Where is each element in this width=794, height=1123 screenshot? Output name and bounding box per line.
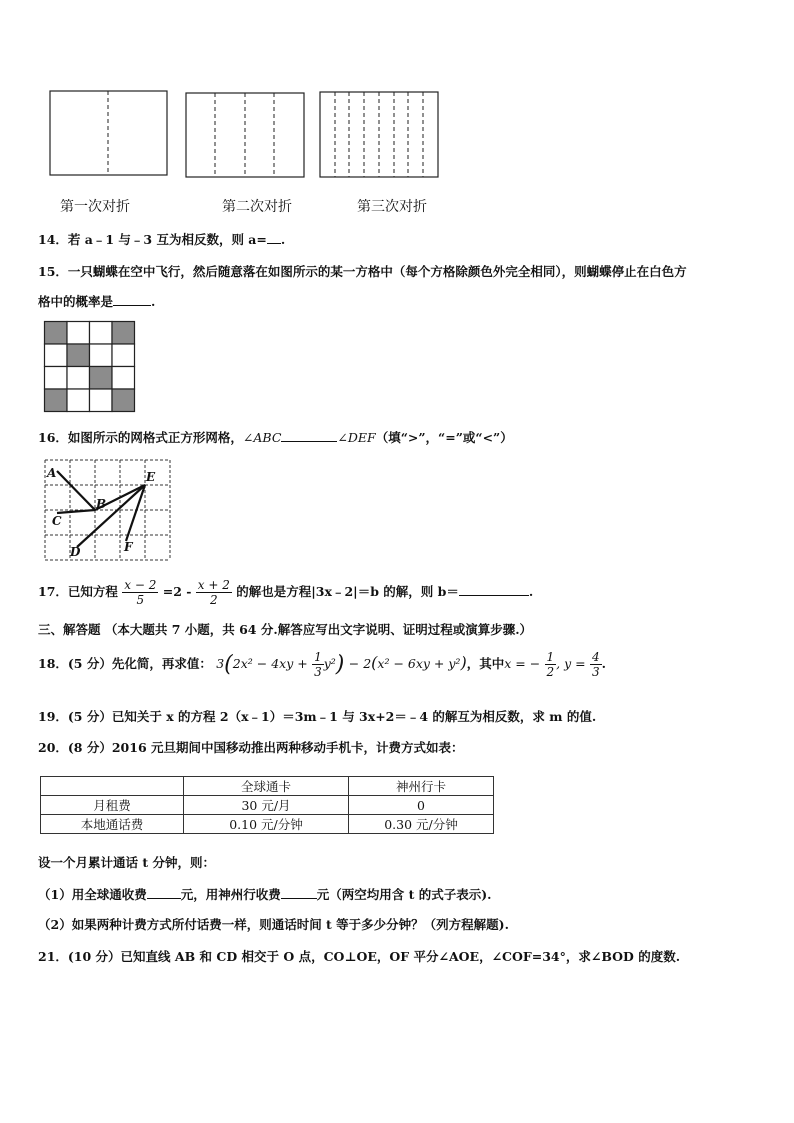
grid-cell-gray xyxy=(45,322,68,345)
question-14-text: 14．若 a﹣1 与﹣3 互为相反数，则 a= xyxy=(38,232,267,247)
point-b-label: B xyxy=(96,497,107,511)
point-f-label: F xyxy=(124,540,133,554)
table-row xyxy=(41,815,494,834)
grid-cell-white xyxy=(45,367,68,390)
grid-cell-white xyxy=(67,322,90,345)
fold-caption-3: 第三次对折 xyxy=(357,199,427,215)
fold-rect-3 xyxy=(320,92,438,177)
question-16 xyxy=(38,428,513,446)
probability-grid xyxy=(43,320,136,413)
question-17: 17．已知方程 $\frac{x - 2}{5}$ =2 - $\frac{x + 2}{2}$ 的解也是方程|3x﹣2|＝b 的解，则 b＝ . xyxy=(38,578,534,607)
answer-blank xyxy=(281,886,317,899)
grid-cell-gray xyxy=(112,389,135,412)
point-e-label: E xyxy=(146,470,156,484)
part-1-text-a: （1）用全球通收费 xyxy=(38,887,147,902)
fold-diagrams xyxy=(40,85,450,185)
table-header-row xyxy=(41,777,494,796)
question-18-prefix: 18．(5 分）先化简，再求值： xyxy=(38,656,212,671)
table-cell: 0.10 元/分钟 xyxy=(184,815,349,834)
grid-cell-gray xyxy=(90,367,113,390)
grid-cell-gray xyxy=(112,322,135,345)
question-16-suffix: （填“>”，“=”或“<”） xyxy=(375,430,513,445)
table-header-cell xyxy=(41,777,184,796)
fraction-x-plus-2-over-2: $\frac{x + 2}{2}$ xyxy=(197,578,230,607)
square-grid-figure xyxy=(42,457,174,565)
grid-cell-white xyxy=(112,367,135,390)
paren-open-2: ( xyxy=(371,653,378,672)
answer-blank xyxy=(113,293,151,306)
fraction-one-third: $\frac{1}{3}$ xyxy=(314,650,322,679)
table-cell: 0.30 元/分钟 xyxy=(349,815,494,834)
grid-cell-white xyxy=(90,344,113,367)
question-20-part-2: （2）如果两种计费方式所付话费一样，则通话时间 t 等于多少分钟？（列方程解题). xyxy=(38,917,509,932)
paren-close: ) xyxy=(335,652,345,677)
question-17-suffix: 的解也是方程|3x﹣2|＝b 的解，则 b＝ xyxy=(236,584,459,599)
fraction-one-half: $\frac{1}{2}$ xyxy=(546,650,555,679)
fold-caption-2: 第二次对折 xyxy=(222,199,292,215)
angle-abc: ∠ABC xyxy=(242,430,282,445)
question-16-text: 16．如图所示的网格式正方形网格， xyxy=(38,430,243,445)
expr-part-1: 2x² − 4xy + xyxy=(232,656,308,671)
question-14: 14．若 a﹣1 与﹣3 互为相反数，则 a= . xyxy=(38,232,286,247)
fraction-four-thirds: $\frac{4}{3}$ xyxy=(592,650,600,679)
question-15-text: 格中的概率是 xyxy=(38,294,114,309)
question-18: 18．(5 分）先化简，再求值： 3(2x² − 4xy + $\frac{1}{3}$ y²) − 2(x² − 6xy + y²)，其中x = − $\frac{1}{2}$ , y = $\frac{4}{3}$ . xyxy=(38,650,606,679)
point-a-label: A xyxy=(47,466,57,480)
question-20-setup: 设一个月累计通话 t 分钟，则： xyxy=(38,855,215,870)
answer-blank xyxy=(281,429,337,442)
table-header-cell: 全球通卡 xyxy=(184,777,349,796)
table-cell: 0 xyxy=(349,796,494,815)
question-20-part-1 xyxy=(38,885,491,903)
question-17-prefix: 17．已知方程 xyxy=(38,584,118,599)
expr-part-3: − 2 xyxy=(348,656,372,671)
angle-def: ∠DEF xyxy=(337,430,376,445)
question-15-line1: 15．一只蝴蝶在空中飞行，然后随意落在如图所示的某一方格中（每个方格除颜色外完全相同），则蝴蝶停止在白色方 xyxy=(38,264,687,279)
fee-table xyxy=(40,776,494,834)
part-1-text-b: 元，用神州行收费 xyxy=(180,887,281,902)
x-equals: x = − xyxy=(504,656,541,671)
fold-rect-2 xyxy=(186,93,304,177)
table-cell: 30 元/月 xyxy=(184,796,349,815)
y-equals: , y = xyxy=(556,656,586,671)
answer-blank xyxy=(147,886,181,899)
grid-cell-gray xyxy=(45,389,68,412)
grid-cell-white xyxy=(90,389,113,412)
grid-cell-white xyxy=(67,389,90,412)
table-row xyxy=(41,796,494,815)
grid-cell-white xyxy=(112,344,135,367)
table-cell: 本地通话费 xyxy=(41,815,184,834)
point-c-label: C xyxy=(52,514,62,528)
question-18-mid: ，其中 xyxy=(466,656,505,671)
question-17-mid: =2 - xyxy=(162,584,192,599)
question-21: 21．(10 分）已知直线 AB 和 CD 相交于 O 点，CO⊥OE，OF 平分∠AOE，∠COF=34°，求∠BOD 的度数. xyxy=(38,949,681,964)
point-d-label: D xyxy=(70,545,81,559)
paren-open: ( xyxy=(224,652,233,677)
answer-blank xyxy=(267,231,281,244)
grid-cell-white xyxy=(90,322,113,345)
grid-cell-white xyxy=(67,367,90,390)
grid-cell-white xyxy=(45,344,68,367)
fold-caption-1: 第一次对折 xyxy=(60,199,130,215)
table-header-cell: 神州行卡 xyxy=(349,777,494,796)
question-15-line2: 格中的概率是 . xyxy=(38,294,156,309)
question-19: 19．(5 分）已知关于 x 的方程 2（x﹣1）＝3m﹣1 与 3x+2＝﹣4 的解互为相反数，求 m 的值. xyxy=(38,709,597,724)
expr-part-2: y² xyxy=(323,656,336,671)
fold-rect-1 xyxy=(50,91,167,175)
answer-blank xyxy=(459,583,529,596)
question-20: 20．(8 分）2016 元旦期间中国移动推出两种移动手机卡，计费方式如表： xyxy=(38,740,464,755)
table-cell: 月租费 xyxy=(41,796,184,815)
section-3-heading: 三、解答题 （本大题共 7 小题，共 64 分.解答应写出文字说明、证明过程或演算步骤.） xyxy=(38,622,533,637)
coefficient-3: 3 xyxy=(216,656,225,671)
paren-close-2: ) xyxy=(460,653,467,672)
fraction-x-minus-2-over-5: $\frac{x - 2}{5}$ xyxy=(124,578,157,607)
part-1-text-c: 元（两空均用含 t 的式子表示). xyxy=(316,887,492,902)
grid-cell-gray xyxy=(67,344,90,367)
expr-part-4: x² − 6xy + y² xyxy=(377,656,461,671)
